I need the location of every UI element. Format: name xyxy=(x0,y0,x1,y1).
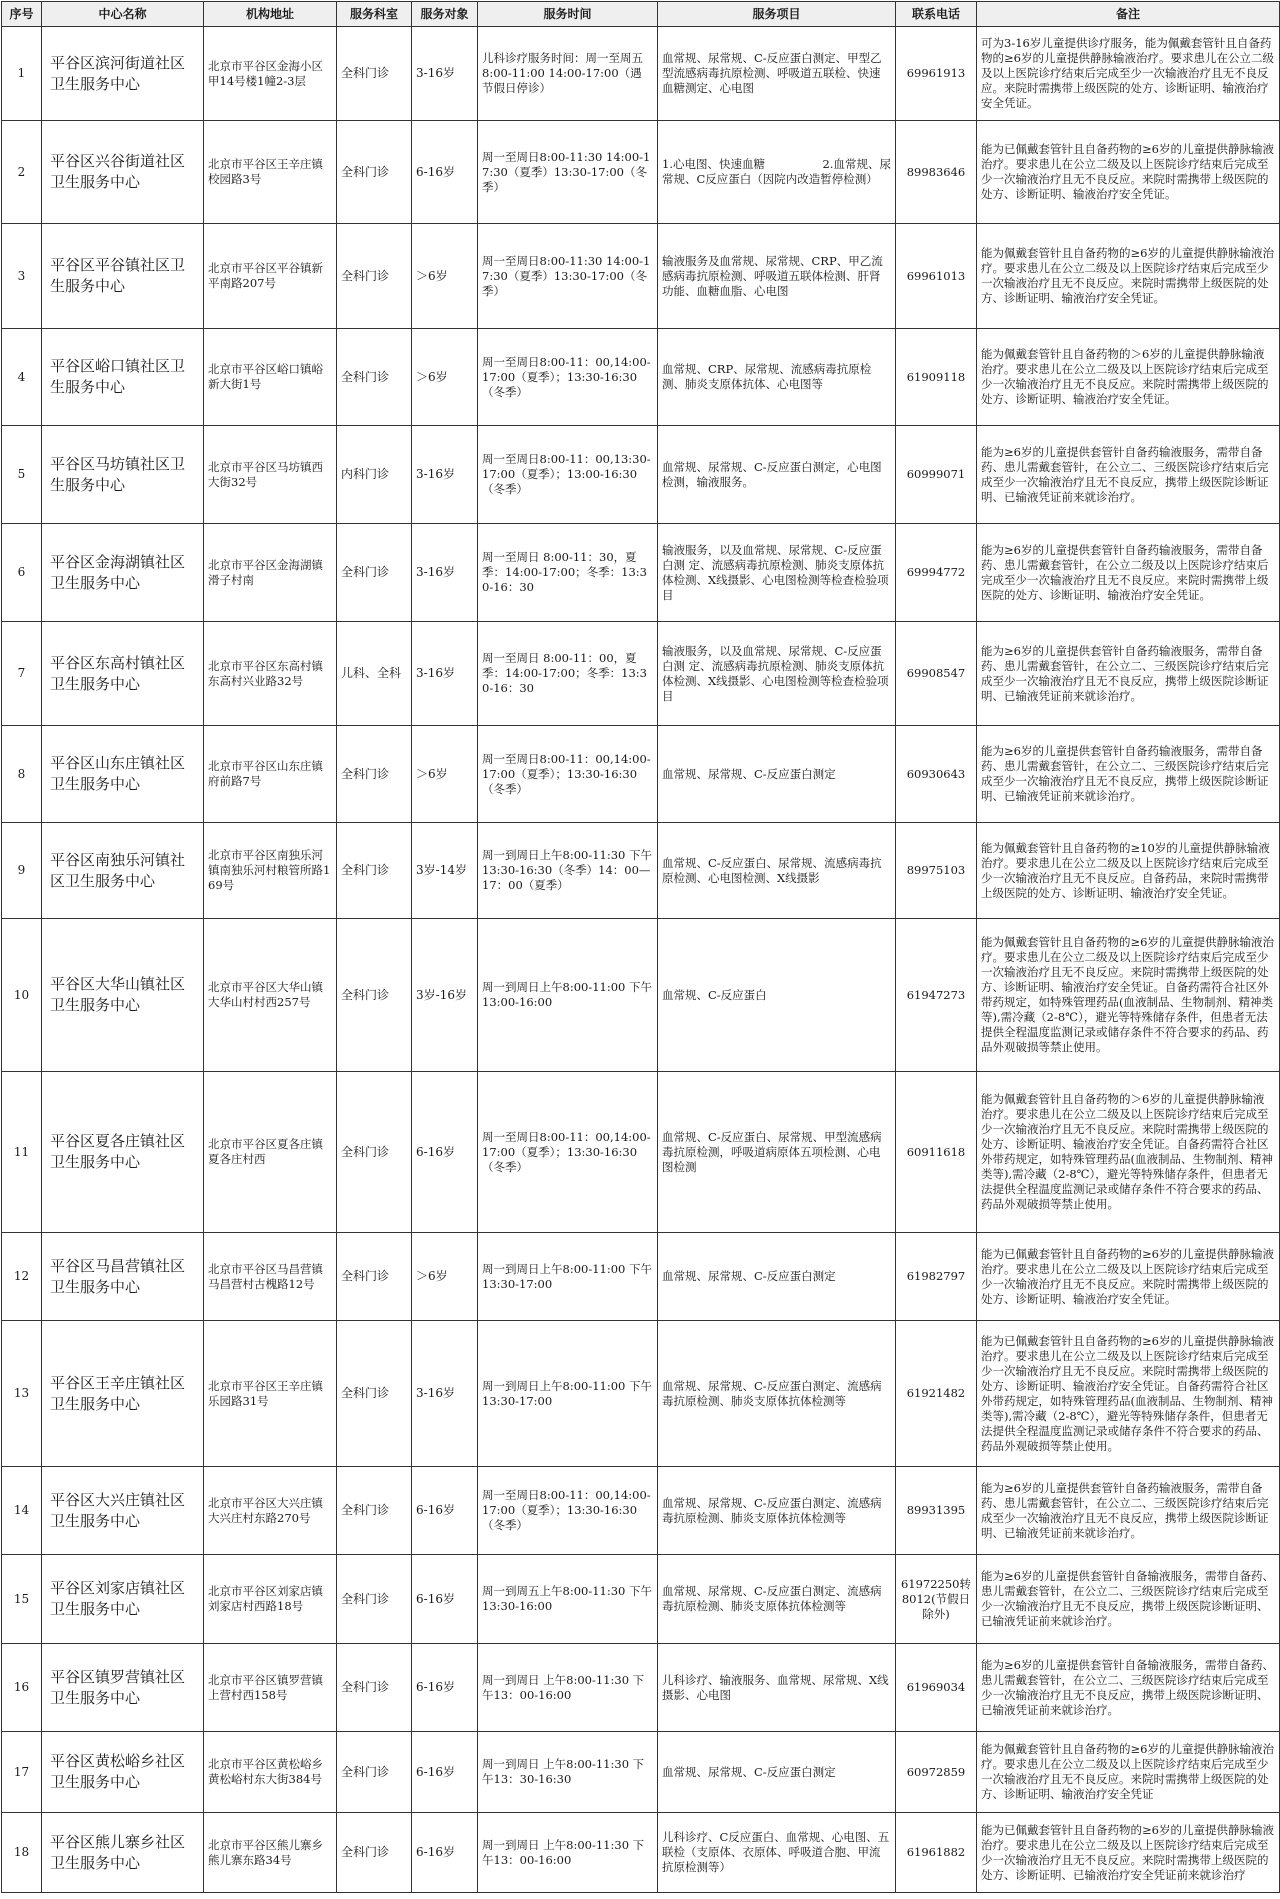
cell-target: ＞6岁 xyxy=(412,224,478,329)
cell-note: 能为≥6岁的儿童提供套管针自备输液服务，需带自备药、患儿需戴套管针，在公立二、三级医院诊疗结束后完成至少一次输液治疗且无不良反应，携带上级医院诊断证明、已输液凭证前来就诊治疗。 xyxy=(977,1644,1280,1732)
cell-time: 周一到周日上午8:00-11:00 下午13:00-16:00 xyxy=(478,919,658,1072)
table-row xyxy=(2,524,1280,622)
cell-time: 周一至周日8:00-11：00,14:00-17:00（夏季）；13:30-16:30（冬季） xyxy=(478,1072,658,1233)
header-name: 中心名称 xyxy=(42,2,204,27)
cell-items: 血常规、尿常规、C-反应蛋白测定 xyxy=(658,1732,896,1813)
cell-time: 周一到周日 上午8:00-11:30 下午13：30-16:30 xyxy=(478,1732,658,1813)
cell-target: 3-16岁 xyxy=(412,426,478,524)
cell-note: 能为≥6岁的儿童提供套管针自备输液服务，需带自备药、患儿需戴套管针，在公立二、三级医院诊疗结束后完成至少一次输液治疗且无不良反应，携带上级医院诊断证明、已输液凭证前来就诊治疗。 xyxy=(977,1555,1280,1644)
cell-dept: 全科门诊 xyxy=(337,1072,412,1233)
header-time: 服务时间 xyxy=(478,2,658,27)
cell-target: 3-16岁 xyxy=(412,1321,478,1467)
cell-note: 能为已佩戴套管针且自备药物的≥6岁的儿童提供静脉输液治疗。要求患儿在公立二级及以上医院诊疗结束后完成至少一次输液治疗且无不良反应。来院时需携带上级医院的处方、诊断证明、已输液治疗安全凭证前来就诊治疗 xyxy=(977,1813,1280,1893)
cell-items: 血常规、C-反应蛋白 xyxy=(658,919,896,1072)
cell-items: 儿科诊疗、C反应蛋白、血常规、心电图、五联检（支原体、衣原体、呼吸道合胞、甲流抗原检测等） xyxy=(658,1813,896,1893)
table-row xyxy=(2,426,1280,524)
cell-note: 能为≥6岁的儿童提供套管针自备药输液服务，需带自备药、患儿需戴套管针，在公立二、三级医院诊疗结束后完成至少一次输液治疗且无不良反应，携带上级医院诊断证明、已输液凭证前来就诊治疗。 xyxy=(977,1467,1280,1555)
cell-dept: 全科门诊 xyxy=(337,1732,412,1813)
cell-target: 6-16岁 xyxy=(412,121,478,224)
cell-idx: 11 xyxy=(2,1072,42,1233)
cell-note: 能为佩戴套管针且自备药物的＞6岁的儿童提供静脉输液治疗。要求患儿在公立二级及以上医院诊疗结束后完成至少一次输液治疗且无不良反应。来院时需携带上级医院的处方、诊断证明、输液治疗安全凭证。 xyxy=(977,329,1280,426)
cell-idx: 17 xyxy=(2,1732,42,1813)
cell-name: 平谷区大华山镇社区卫生服务中心 xyxy=(42,919,204,1072)
cell-note: 能为已佩戴套管针且自备药物的≥6岁的儿童提供静脉输液治疗。要求患儿在公立二级及以上医院诊疗结束后完成至少一次输液治疗且无不良反应。来院时需携带上级医院的处方、诊断证明、输液治疗安全凭证。 xyxy=(977,121,1280,224)
header-dept: 服务科室 xyxy=(337,2,412,27)
cell-idx: 15 xyxy=(2,1555,42,1644)
cell-idx: 12 xyxy=(2,1233,42,1321)
cell-phone: 60972859 xyxy=(896,1732,977,1813)
cell-items: 血常规、尿常规、C-反应蛋白测定 xyxy=(658,726,896,823)
cell-time: 周一至周日8:00-11:30 14:00-17:30（夏季）13:30-17:00（冬季） xyxy=(478,121,658,224)
cell-name: 平谷区峪口镇社区卫生服务中心 xyxy=(42,329,204,426)
cell-name: 平谷区熊儿寨乡社区卫生服务中心 xyxy=(42,1813,204,1893)
cell-phone: 60911618 xyxy=(896,1072,977,1233)
cell-address: 北京市平谷区夏各庄镇夏各庄村西 xyxy=(204,1072,337,1233)
cell-dept: 全科门诊 xyxy=(337,919,412,1072)
cell-dept: 全科门诊 xyxy=(337,524,412,622)
cell-phone: 69961913 xyxy=(896,27,977,121)
table-row xyxy=(2,1072,1280,1233)
table-row xyxy=(2,622,1280,726)
cell-address: 北京市平谷区熊儿寨乡熊儿寨东路34号 xyxy=(204,1813,337,1893)
cell-note: 能为已佩戴套管针且自备药物的≥6岁的儿童提供静脉输液治疗。要求患儿在公立二级及以上医院诊疗结束后完成至少一次输液治疗且无不良反应。来院时需携带上级医院的处方、诊断证明、输液治疗安全凭证。自备药需符合社区外带药规定，如特殊管理药品(血液制品、生物制剂、精神类等),需冷藏（2-8℃），避光等特殊储存条件，但患者无法提供全程温度监测记录或储存条件不符合要求的药品、药品外观破损等禁止使用。 xyxy=(977,1321,1280,1467)
header-idx: 序号 xyxy=(2,2,42,27)
cell-target: 3-16岁 xyxy=(412,524,478,622)
cell-address: 北京市平谷区东高村镇东高村兴业路32号 xyxy=(204,622,337,726)
cell-address: 北京市平谷区镇罗营镇上营村西158号 xyxy=(204,1644,337,1732)
cell-note: 能为≥6岁的儿童提供套管针自备药输液服务，需带自备药、患儿需戴套管针，在公立二级及以上医院诊疗结束后完成至少一次输液治疗且无不良反应。来院时需携带上级医院的处方、诊断证明、输液治疗安全凭证。 xyxy=(977,524,1280,622)
cell-address: 北京市平谷区王辛庄镇校园路3号 xyxy=(204,121,337,224)
cell-target: 3-16岁 xyxy=(412,27,478,121)
cell-note: 能为≥6岁的儿童提供套管针自备药输液服务，需带自备药、患儿需戴套管针，在公立二、三级医院诊疗结束后完成至少一次输液治疗且无不良反应，携带上级医院诊断证明、已输液凭证前来就诊治疗。 xyxy=(977,622,1280,726)
cell-idx: 3 xyxy=(2,224,42,329)
table-row xyxy=(2,121,1280,224)
cell-dept: 全科门诊 xyxy=(337,1555,412,1644)
cell-time: 周一至周日8:00-11：00,14:00-17:00（夏季）；13:30-16:30（冬季） xyxy=(478,329,658,426)
cell-time: 周一到周日上午8:00-11:00 下午13:30-17:00 xyxy=(478,1233,658,1321)
table-row xyxy=(2,1321,1280,1467)
cell-target: ＞6岁 xyxy=(412,726,478,823)
cell-name: 平谷区兴谷街道社区卫生服务中心 xyxy=(42,121,204,224)
header-address: 机构地址 xyxy=(204,2,337,27)
cell-items: 输液服务，以及血常规、尿常规、C-反应蛋白测 定、流感病毒抗原检测、肺炎支原体抗体检测、X线摄影、心电图检测等检查检验项目 xyxy=(658,524,896,622)
cell-phone: 69961013 xyxy=(896,224,977,329)
cell-name: 平谷区马昌营镇社区卫生服务中心 xyxy=(42,1233,204,1321)
cell-idx: 14 xyxy=(2,1467,42,1555)
cell-note: 能为佩戴套管针且自备药物的≥10岁的儿童提供静脉输液治疗。要求患儿在公立二级及以上医院诊疗结束后完成至少一次输液治疗且无不良反应。自备药品，来院时需携带上级医院的处方、诊断证明、输液治疗安全凭证。 xyxy=(977,823,1280,919)
table-row xyxy=(2,1732,1280,1813)
cell-address: 北京市平谷区峪口镇峪新大街1号 xyxy=(204,329,337,426)
cell-idx: 9 xyxy=(2,823,42,919)
cell-name: 平谷区黄松峪乡社区卫生服务中心 xyxy=(42,1732,204,1813)
cell-address: 北京市平谷区平谷镇新平南路207号 xyxy=(204,224,337,329)
cell-dept: 全科门诊 xyxy=(337,329,412,426)
cell-target: 6-16岁 xyxy=(412,1467,478,1555)
cell-dept: 全科门诊 xyxy=(337,823,412,919)
table-row xyxy=(2,1467,1280,1555)
cell-name: 平谷区金海湖镇社区卫生服务中心 xyxy=(42,524,204,622)
cell-target: 6-16岁 xyxy=(412,1732,478,1813)
cell-dept: 全科门诊 xyxy=(337,27,412,121)
cell-note: 能为佩戴套管针且自备药物的＞6岁的儿童提供静脉输液治疗。要求患儿在公立二级及以上医院诊疗结束后完成至少一次输液治疗且无不良反应。来院时需携带上级医院的处方、诊断证明、输液治疗安全凭证。自备药需符合社区外带药规定，如特殊管理药品(血液制品、生物制剂、精神类等),需冷藏（2-8℃），避光等特殊储存条件，但患者无法提供全程温度监测记录或储存条件不符合要求的药品、药品外观破损等禁止使用。 xyxy=(977,1072,1280,1233)
cell-note: 能为佩戴套管针且自备药物的≥6岁的儿童提供静脉输液治疗。要求患儿在公立二级及以上医院诊疗结束后完成至少一次输液治疗且无不良反应。来院时需携带上级医院的处方、诊断证明、输液治疗安全凭证 xyxy=(977,1732,1280,1813)
table-row xyxy=(2,1233,1280,1321)
cell-phone: 69994772 xyxy=(896,524,977,622)
cell-time: 周一到周日上午8:00-11:30 下午13:30-16:30（冬季）14：00—17：00（夏季） xyxy=(478,823,658,919)
cell-items: 输液服务及血常规、尿常规、CRP、甲乙流感病毒抗原检测、呼吸道五联体检测、肝肾功能、血糖血脂、心电图 xyxy=(658,224,896,329)
cell-items: 血常规、C-反应蛋白、尿常规、甲型流感病毒抗原检测，呼吸道病原体五项检测、心电图检测 xyxy=(658,1072,896,1233)
cell-time: 周一至周日8:00-11：00,14:00-17:00（夏季）；13:30-16:30（冬季） xyxy=(478,1467,658,1555)
cell-phone: 60999071 xyxy=(896,426,977,524)
cell-phone: 69908547 xyxy=(896,622,977,726)
cell-time: 周一至周日8:00-11：00,14:00-17:00（夏季）；13:30-16:30（冬季） xyxy=(478,726,658,823)
table-row xyxy=(2,1555,1280,1644)
cell-note: 可为3-16岁儿童提供诊疗服务，能为佩戴套管针且自备药物的≥6岁的儿童提供静脉输液治疗。要求患儿在公立二级及以上医院诊疗结束后完成至少一次输液治疗且无不良反应。来院时需携带上级医院的处方、诊断证明、输液治疗安全凭证。 xyxy=(977,27,1280,121)
table-row xyxy=(2,329,1280,426)
cell-dept: 全科门诊 xyxy=(337,1813,412,1893)
cell-note: 能为佩戴套管针且自备药物的≥6岁的儿童提供静脉输液治疗。要求患儿在公立二级及以上医院诊疗结束后完成至少一次输液治疗且无不良反应。来院时需携带上级医院的处方、诊断证明、输液治疗安全凭证。自备药需符合社区外带药规定，如特殊管理药品(血液制品、生物制剂、精神类等),需冷藏（2-8℃），避光等特殊储存条件，但患者无法提供全程温度监测记录或储存条件不符合要求的药品、药品外观破损等禁止使用。 xyxy=(977,919,1280,1072)
clinic-table xyxy=(1,1,1280,1893)
cell-time: 周一至周日8:00-11：00,13:30-17:00（夏季）；13:00-16:30（冬季） xyxy=(478,426,658,524)
header-items: 服务项目 xyxy=(658,2,896,27)
cell-dept: 全科门诊 xyxy=(337,1644,412,1732)
cell-items: 血常规、尿常规、C-反应蛋白测定、流感病毒抗原检测、肺炎支原体抗体检测等 xyxy=(658,1555,896,1644)
cell-note: 能为≥6岁的儿童提供套管针自备药输液服务，需带自备药、患儿需戴套管针，在公立二、三级医院诊疗结束后完成至少一次输液治疗且无不良反应，携带上级医院诊断证明、已输液凭证前来就诊治疗。 xyxy=(977,726,1280,823)
cell-target: 6-16岁 xyxy=(412,1555,478,1644)
cell-address: 北京市平谷区南独乐河镇南独乐河村粮管所路169号 xyxy=(204,823,337,919)
cell-items: 血常规、尿常规、C-反应蛋白测定，心电图检测，输液服务。 xyxy=(658,426,896,524)
cell-address: 北京市平谷区马昌营镇马昌营村古槐路12号 xyxy=(204,1233,337,1321)
cell-phone: 60930643 xyxy=(896,726,977,823)
cell-idx: 7 xyxy=(2,622,42,726)
cell-idx: 10 xyxy=(2,919,42,1072)
cell-time: 儿科诊疗服务时间：周一至周五8:00-11:00 14:00-17:00（遇节假日停诊） xyxy=(478,27,658,121)
cell-idx: 8 xyxy=(2,726,42,823)
table-row xyxy=(2,1644,1280,1732)
cell-target: ＞6岁 xyxy=(412,1233,478,1321)
cell-note: 能为已佩戴套管针且自备药物的≥6岁的儿童提供静脉输液治疗。要求患儿在公立二级及以上医院诊疗结束后完成至少一次输液治疗且无不良反应。来院时需携带上级医院的处方、诊断证明、输液治疗安全凭证。 xyxy=(977,1233,1280,1321)
table-row xyxy=(2,726,1280,823)
cell-phone: 61969034 xyxy=(896,1644,977,1732)
cell-time: 周一到周日 上午8:00-11:30 下午13：00-16:00 xyxy=(478,1813,658,1893)
cell-name: 平谷区大兴庄镇社区卫生服务中心 xyxy=(42,1467,204,1555)
cell-address: 北京市平谷区山东庄镇府前路7号 xyxy=(204,726,337,823)
cell-name: 平谷区山东庄镇社区卫生服务中心 xyxy=(42,726,204,823)
cell-target: 3-16岁 xyxy=(412,622,478,726)
cell-phone: 89983646 xyxy=(896,121,977,224)
cell-address: 北京市平谷区大华山镇大华山村村西257号 xyxy=(204,919,337,1072)
cell-dept: 全科门诊 xyxy=(337,726,412,823)
table-row xyxy=(2,919,1280,1072)
cell-dept: 全科门诊 xyxy=(337,121,412,224)
cell-name: 平谷区夏各庄镇社区卫生服务中心 xyxy=(42,1072,204,1233)
header-note: 备注 xyxy=(977,2,1280,27)
table-row xyxy=(2,224,1280,329)
cell-idx: 6 xyxy=(2,524,42,622)
cell-target: 3岁-16岁 xyxy=(412,919,478,1072)
cell-idx: 16 xyxy=(2,1644,42,1732)
cell-name: 平谷区南独乐河镇社区卫生服务中心 xyxy=(42,823,204,919)
cell-time: 周一到周五上午8:00-11:30 下午13:30-16:00 xyxy=(478,1555,658,1644)
cell-items: 血常规、尿常规、C-反应蛋白测定、甲型乙型流感病毒抗原检测、呼吸道五联检、快速血糖测定、心电图 xyxy=(658,27,896,121)
cell-time: 周一至周日8:00-11:30 14:00-17:30（夏季）13:30-17:00（冬季） xyxy=(478,224,658,329)
cell-address: 北京市平谷区刘家店镇刘家店村西路18号 xyxy=(204,1555,337,1644)
cell-address: 北京市平谷区金海湖镇滑子村南 xyxy=(204,524,337,622)
cell-idx: 2 xyxy=(2,121,42,224)
cell-name: 平谷区镇罗营镇社区卫生服务中心 xyxy=(42,1644,204,1732)
cell-name: 平谷区东高村镇社区卫生服务中心 xyxy=(42,622,204,726)
cell-target: 6-16岁 xyxy=(412,1813,478,1893)
cell-target: 6-16岁 xyxy=(412,1072,478,1233)
cell-phone: 89975103 xyxy=(896,823,977,919)
cell-phone: 89931395 xyxy=(896,1467,977,1555)
cell-items: 血常规、尿常规、C-反应蛋白测定 xyxy=(658,1233,896,1321)
cell-idx: 5 xyxy=(2,426,42,524)
cell-address: 北京市平谷区王辛庄镇乐园路31号 xyxy=(204,1321,337,1467)
cell-phone: 61982797 xyxy=(896,1233,977,1321)
cell-address: 北京市平谷区马坊镇西大街32号 xyxy=(204,426,337,524)
cell-note: 能为佩戴套管针且自备药物的≥6岁的儿童提供静脉输液治疗。要求患儿在公立二级及以上医院诊疗结束后完成至少一次输液治疗且无不良反应。来院时需携带上级医院的处方、诊断证明、输液治疗安全凭证。 xyxy=(977,224,1280,329)
cell-dept: 全科门诊 xyxy=(337,1467,412,1555)
cell-items: 血常规、C-反应蛋白、尿常规、流感病毒抗原检测、心电图检测、X线摄影 xyxy=(658,823,896,919)
cell-note: 能为≥6岁的儿童提供套管针自备药输液服务，需带自备药、患儿需戴套管针，在公立二、三级医院诊疗结束后完成至少一次输液治疗且无不良反应，携带上级医院诊断证明、已输液凭证前来就诊治疗。 xyxy=(977,426,1280,524)
cell-phone: 61947273 xyxy=(896,919,977,1072)
cell-items: 儿科诊疗、输液服务、血常规、尿常规、X线摄影、心电图 xyxy=(658,1644,896,1732)
cell-address: 北京市平谷区金海小区甲14号楼1幢2-3层 xyxy=(204,27,337,121)
cell-phone: 61909118 xyxy=(896,329,977,426)
cell-idx: 4 xyxy=(2,329,42,426)
cell-items: 血常规、尿常规、C-反应蛋白测定、流感病毒抗原检测、肺炎支原体抗体检测等 xyxy=(658,1321,896,1467)
cell-address: 北京市平谷区大兴庄镇大兴庄村东路270号 xyxy=(204,1467,337,1555)
cell-idx: 18 xyxy=(2,1813,42,1893)
cell-items: 血常规、尿常规、C-反应蛋白测定、流感病毒抗原检测、肺炎支原体抗体检测等 xyxy=(658,1467,896,1555)
cell-time: 周一到周日上午8:00-11:00 下午13:30-17:00 xyxy=(478,1321,658,1467)
cell-dept: 儿科、全科 xyxy=(337,622,412,726)
cell-time: 周一到周日 上午8:00-11:30 下午13：00-16:00 xyxy=(478,1644,658,1732)
cell-time: 周一至周日 8:00-11：30，夏季：14:00-17:00；冬季：13:30-16：30 xyxy=(478,524,658,622)
cell-dept: 全科门诊 xyxy=(337,1321,412,1467)
cell-time: 周一至周日 8:00-11：00，夏季：14:00-17:00；冬季：13:30-16：30 xyxy=(478,622,658,726)
cell-phone: 61921482 xyxy=(896,1321,977,1467)
cell-target: 3岁-14岁 xyxy=(412,823,478,919)
cell-name: 平谷区平谷镇社区卫生服务中心 xyxy=(42,224,204,329)
table-body xyxy=(2,27,1280,1893)
cell-idx: 1 xyxy=(2,27,42,121)
table-row xyxy=(2,823,1280,919)
cell-name: 平谷区滨河街道社区卫生服务中心 xyxy=(42,27,204,121)
cell-idx: 13 xyxy=(2,1321,42,1467)
cell-name: 平谷区刘家店镇社区卫生服务中心 xyxy=(42,1555,204,1644)
cell-items: 血常规、CRP、尿常规、流感病毒抗原检测、肺炎支原体抗体、心电图等 xyxy=(658,329,896,426)
cell-items: 输液服务，以及血常规、尿常规、C-反应蛋白测 定、流感病毒抗原检测、肺炎支原体抗体检测、X线摄影、心电图检测等检查检验项目 xyxy=(658,622,896,726)
cell-items: 1.心电图、快速血糖 2.血常规、尿常规、C反应蛋白（因院内改造暂停检测） xyxy=(658,121,896,224)
cell-target: ＞6岁 xyxy=(412,329,478,426)
cell-name: 平谷区王辛庄镇社区卫生服务中心 xyxy=(42,1321,204,1467)
cell-dept: 全科门诊 xyxy=(337,224,412,329)
cell-phone: 61961882 xyxy=(896,1813,977,1893)
cell-phone: 61972250转8012(节假日除外) xyxy=(896,1555,977,1644)
cell-dept: 全科门诊 xyxy=(337,1233,412,1321)
cell-name: 平谷区马坊镇社区卫生服务中心 xyxy=(42,426,204,524)
cell-address: 北京市平谷区黄松峪乡黄松峪村东大街384号 xyxy=(204,1732,337,1813)
header-row xyxy=(2,2,1280,27)
header-phone: 联系电话 xyxy=(896,2,977,27)
table-row xyxy=(2,1813,1280,1893)
cell-dept: 内科门诊 xyxy=(337,426,412,524)
table-row xyxy=(2,27,1280,121)
header-target: 服务对象 xyxy=(412,2,478,27)
cell-target: 6-16岁 xyxy=(412,1644,478,1732)
